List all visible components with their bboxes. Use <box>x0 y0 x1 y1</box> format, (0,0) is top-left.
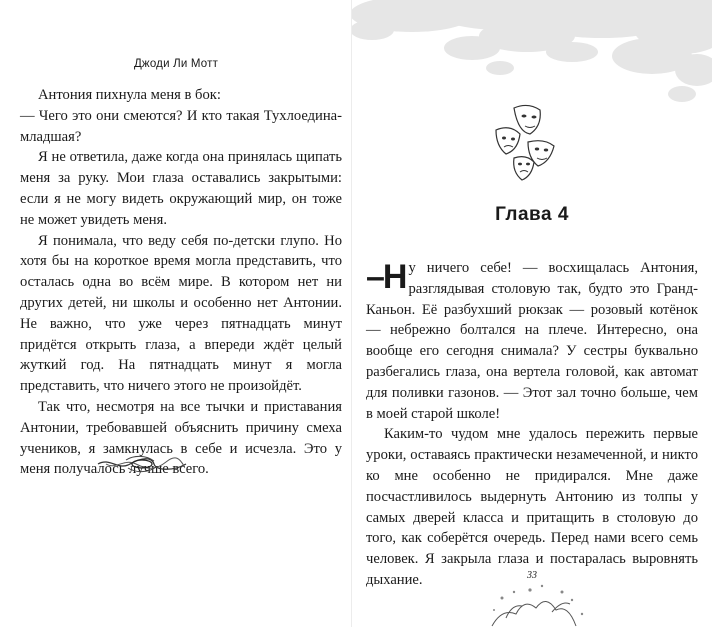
left-page-text <box>20 85 342 480</box>
right-page <box>352 0 712 627</box>
paragraph: Так что, несмотря на все тычки и приставания Антонии, требовавшей объяснить причину смеха учеников, я замкнулась в себе и исчезла. Это у меня получалось лучше всего. <box>20 398 342 478</box>
paragraph: — Чего это они смеются? И кто такая Тухлоедина-младшая? <box>20 107 342 145</box>
opening-paragraph <box>366 258 698 424</box>
masks-illustration-icon <box>488 100 570 190</box>
drop-cap: –Н <box>366 258 406 296</box>
paragraph: Я не ответила, даже когда она принялась щипать меня за руку. Мои глаза оставались закрытыми: если я не могу видеть окружающий мир, он тоже не может увидеть меня. <box>20 149 342 228</box>
right-page-text <box>366 258 698 591</box>
chapter-title: Глава 4 <box>495 204 569 225</box>
running-head-author: Джоди Ли Мотт <box>133 58 219 70</box>
paragraph: Я понимала, что веду себя по-детски глупо. Но хотя бы на короткое время могла представить, что осталась одна во всём мире. В котором нет ни других детей, ни школы и особенно нет Антонии. Не важно, что уже через пятнадцать минут придётся открыть глаза, а впереди ждёт целый жуткий год. На пятнадцать минут я могла представить, что ничего этого не произойдёт. <box>20 232 342 395</box>
paragraph: Каким-то чудом мне удалось пережить первые уроки, оставаясь практически незамеченной, и никто ко мне особенно не придирался. Мне даже посчастливилось выдернуть Антонию из толпы у самых дверей класса и притащить в столовую до того, как соберётся очередь. Перед нами всего семь человек. Я закрыла глаза и постаралась выровнять дыхание. <box>366 426 698 588</box>
left-page <box>0 0 352 627</box>
opening-paragraph-text: у ничего себе! — восхищалась Антония, разглядывая столовую так, будто это Гранд-Каньон. Её разбухший рюкзак — розовый котёнок — небрежно болтался на плече. Интересно, она вообще его сегодня снимала? У сестры буквально разбегались глаза, она вертела головой, как автомат для поливки газонов. — Этот зал точно больше, чем в моей старой школе! <box>366 260 698 422</box>
flourish-ornament-icon <box>96 453 188 475</box>
page-number: 33 <box>527 570 537 581</box>
clouds-illustration-icon <box>352 0 712 110</box>
paragraph: Антония пихнула меня в бок: <box>38 87 221 103</box>
